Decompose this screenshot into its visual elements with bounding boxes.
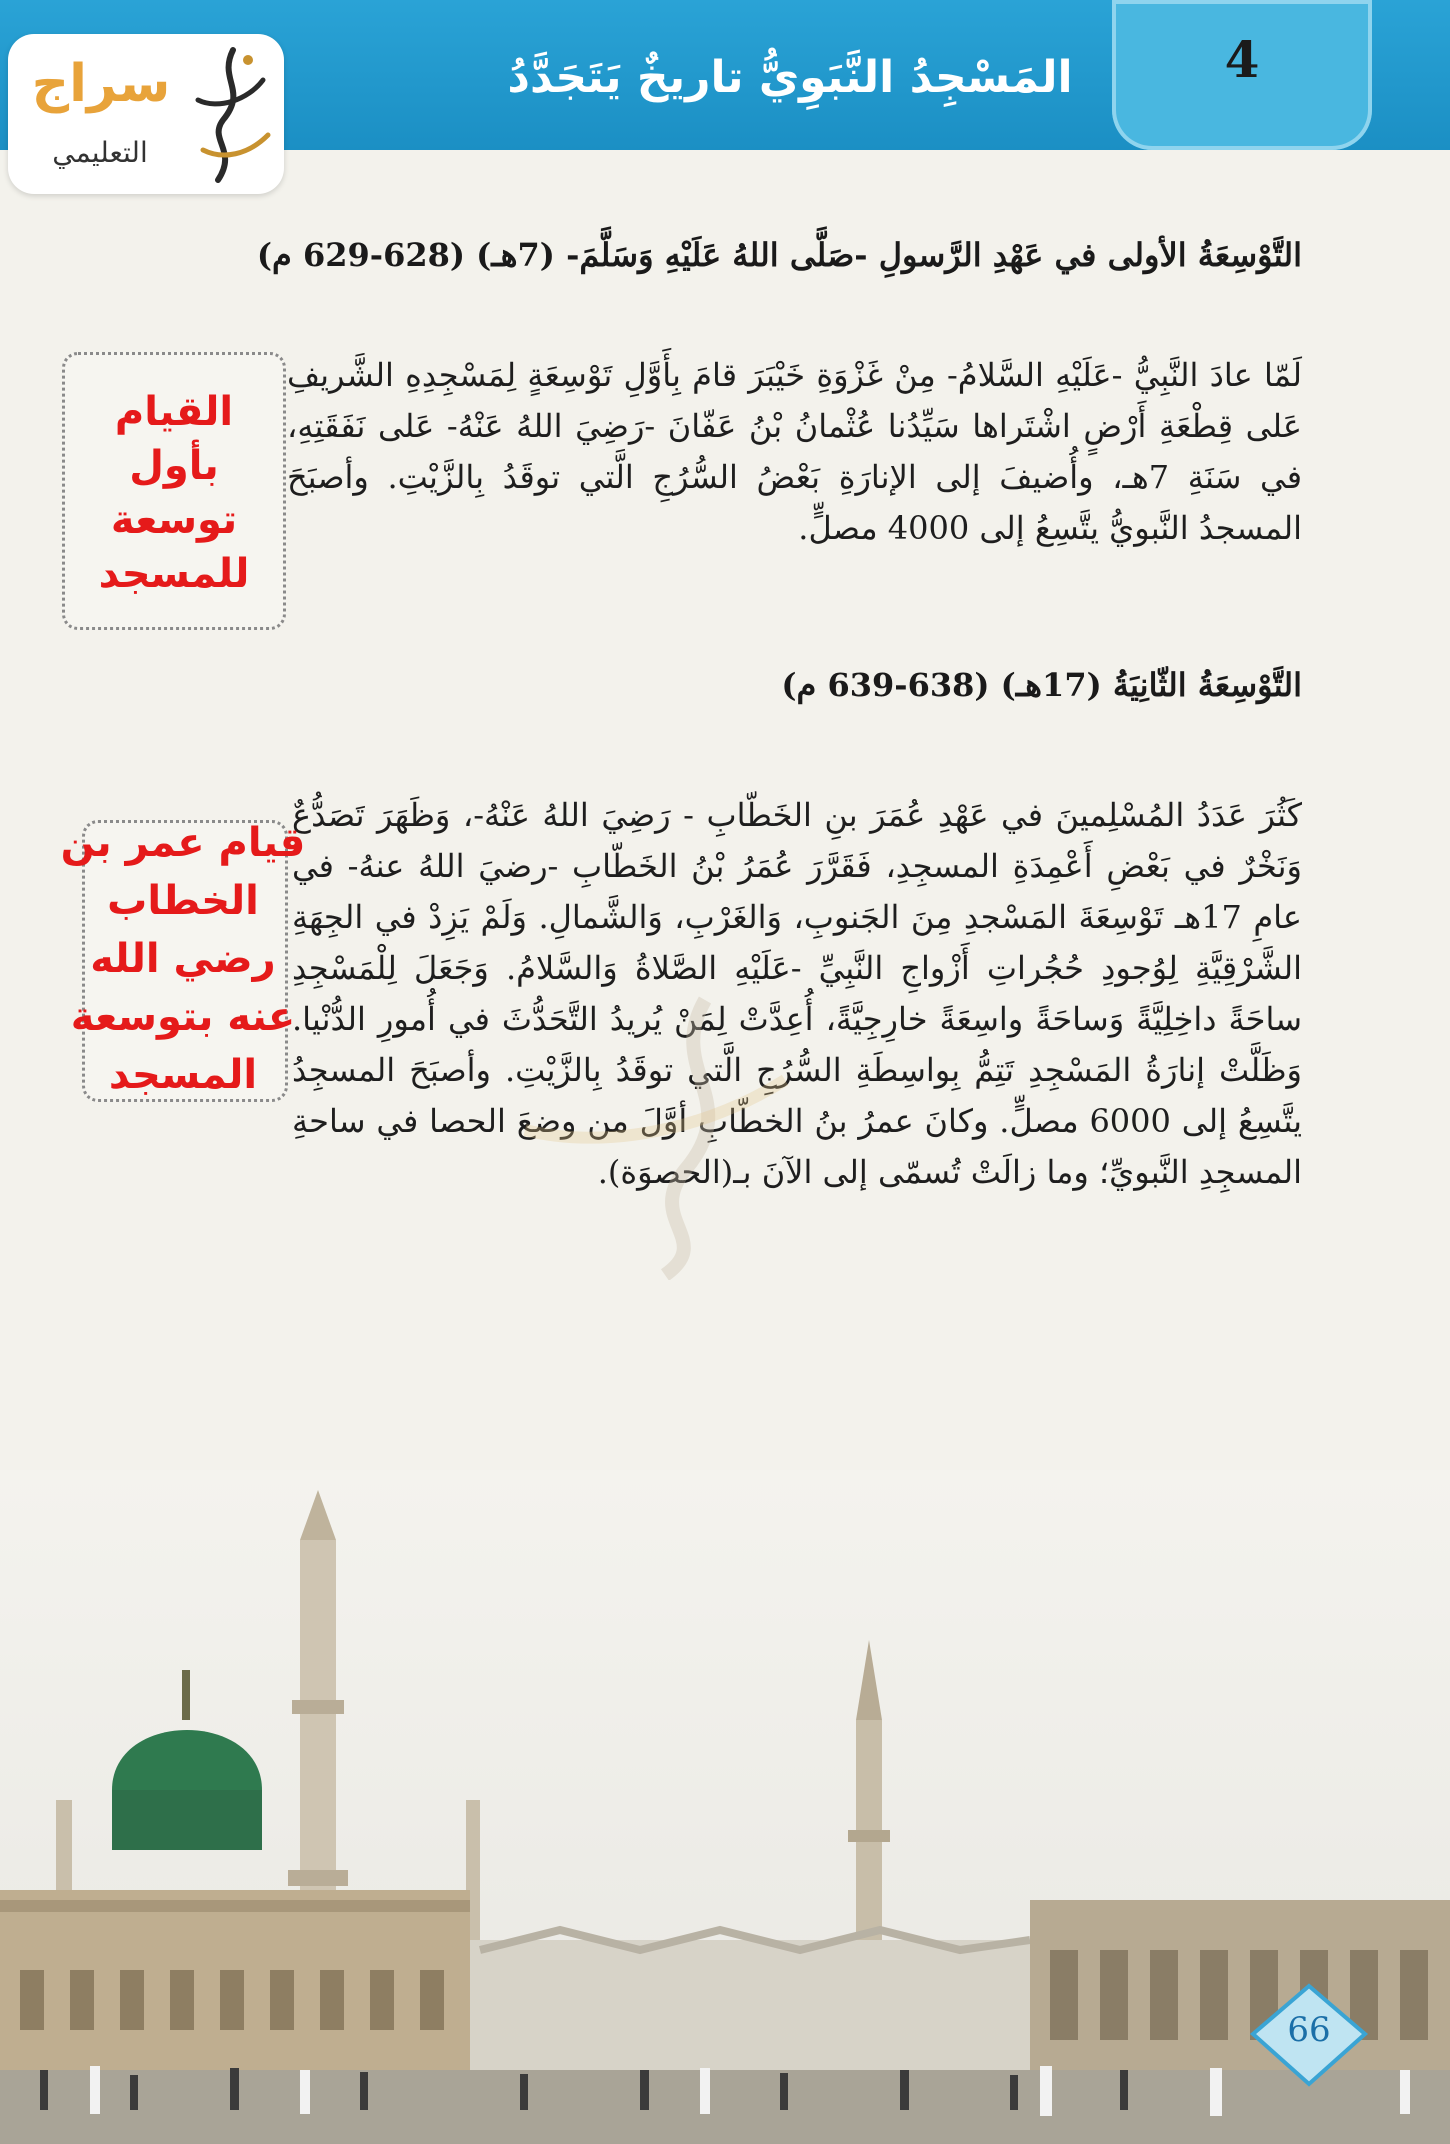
watermark-logo-icon xyxy=(405,980,905,1280)
page-number-tile xyxy=(1245,1982,1373,2088)
margin-note-1 xyxy=(62,352,286,630)
chapter-box xyxy=(1112,0,1372,150)
chapter-number: 4 xyxy=(1224,30,1260,89)
section1-heading: التَّوْسِعَةُ الأولى في عَهْدِ الرَّسولِ -صَلَّى اللهُ عَلَيْهِ وَسَلَّمَ- (7هـ) (628-629 م) xyxy=(256,236,1302,274)
logo xyxy=(8,34,284,194)
margin-note-1-text: القيام بأول توسعة للمسجد xyxy=(98,389,250,597)
logo-subtitle: التعليمي xyxy=(52,136,148,169)
margin-note-2-text: قيام عمر بن الخطاب رضي الله عنه بتوسعة المسجد xyxy=(60,820,306,1098)
page-number: 66 xyxy=(1287,2010,1331,2050)
section2-heading: التَّوْسِعَةُ الثّانِيَةُ (17هـ) (638-639 م) xyxy=(781,666,1302,704)
mosque-photo xyxy=(0,1470,1450,2144)
section2-paragraph: كَثُرَ عَدَدُ المُسْلِمينَ في عَهْدِ عُمَرَ بنِ الخَطّابِ - رَضِيَ اللهُ عَنْهُ-، وَظَهَرَ تَصَدُّعٌ وَنَخْرٌ في بَعْضِ أَعْمِدَةِ المسجِدِ، فَقَرَّرَ عُمَرُ بْنُ الخَطّابِ -رضيَ اللهُ عنهُ- في عامِ 17هـ تَوْسِعَةَ المَسْجدِ مِنَ الجَنوبِ، وَالغَرْبِ، وَالشَّمالِ. وَلَمْ يَزِدْ في الجِهَةِ الشَّرْقِيَّةِ لِوُجودِ حُجُراتِ أَزْواجِ النَّبِيِّ -عَلَيْهِ الصَّلاةُ وَالسَّلامُ. وَجَعَلَ لِلْمَسْجِدِ ساحَةً داخِلِيَّةً وَساحَةً واسِعَةً خارِجِيَّةً، أُعِدَّتْ لِمَنْ يُريدُ التَّحَدُّثَ في أُمورِ الدُّنْيا. وَظَلَّتْ إنارَةُ المَسْجِدِ تَتِمُّ بِواسِطَةِ السُّرُجِ الَّتي توقَدُ بِالزَّيْتِ. وأصبَحَ المسجِدُ يتَّسِعُ إلى 6000 مصلٍّ. وكانَ عمرُ بنُ الخطّابِ أوَّلَ من وضعَ الحصا في ساحةِ المسجِدِ النَّبويِّ؛ وما زالَتْ تُسمّى إلى الآنَ بـ(الحصوَة). xyxy=(292,796,1303,1191)
page-title: المَسْجِدُ النَّبَوِيُّ تاريخٌ يَتَجَدَّدُ xyxy=(507,52,1073,103)
logo-name: سراج xyxy=(31,54,171,114)
section1-paragraph: لَمّا عادَ النَّبِيُّ -عَلَيْهِ السَّلامُ- مِنْ غَزْوَةِ خَيْبَرَ قامَ بِأَوَّلِ تَوْسِعَةٍ لِمَسْجِدِهِ الشَّريفِ عَلى قِطْعَةِ أَرْضٍ اشْتَراها سَيِّدُنا عُثْمانُ بْنُ عَفّانَ -رَضِيَ اللهُ عَنْهُ- عَلى نَفَقَتِهِ، في سَنَةِ 7هـ، وأُضيفَ إلى الإنارَةِ بَعْضُ السُّرُجِ الَّتي توقَدُ بِالزَّيْتِ. وأصبَحَ المسجدُ النَّبويُّ يتَّسِعُ إلى 4000 مصلٍّ. xyxy=(287,356,1303,547)
calligraphy-logo-icon xyxy=(178,40,278,190)
